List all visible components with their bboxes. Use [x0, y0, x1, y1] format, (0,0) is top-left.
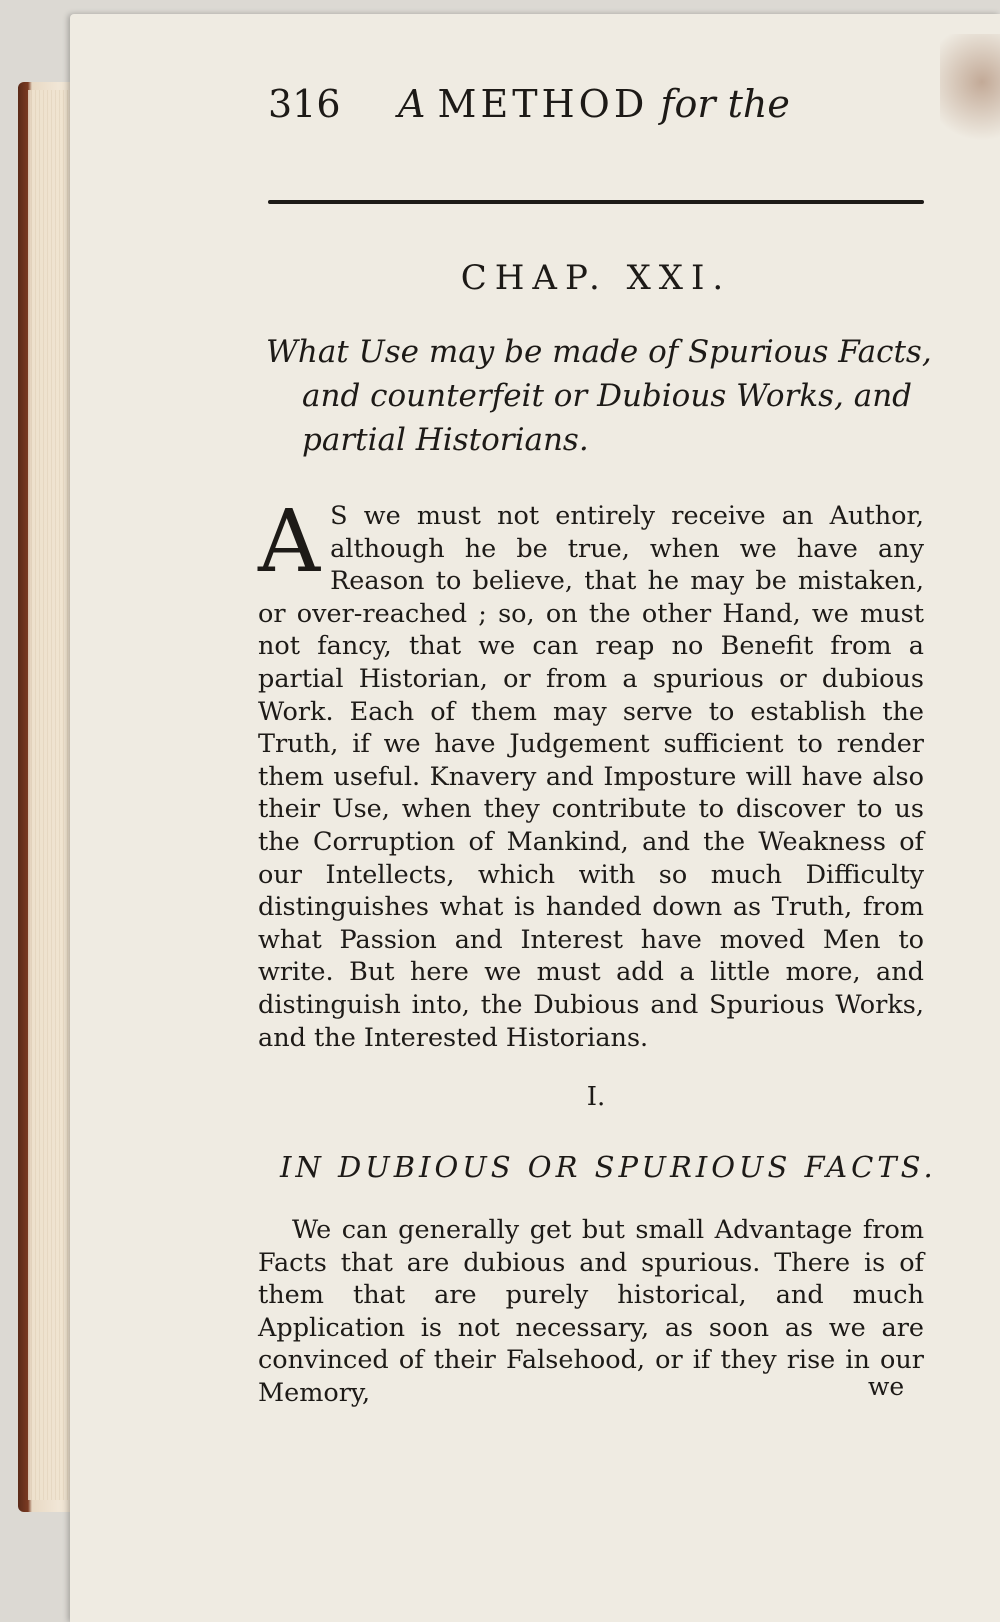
drop-cap: A — [258, 492, 321, 592]
chapter-subtitle — [266, 330, 936, 462]
chapter-heading: CHAP. XXI. — [460, 258, 732, 298]
subtitle-line-1: What Use may be made of Spurious Facts, — [266, 334, 932, 370]
running-title — [398, 82, 790, 126]
paragraph-1 — [258, 492, 924, 1054]
running-title-main: METHOD — [437, 82, 649, 126]
header-rule — [268, 200, 924, 204]
section-title: IN DUBIOUS OR SPURIOUS FACTS. — [280, 1150, 937, 1184]
paragraph-1-text: S we must not entirely receive an Author, although he be true, when we have any Reason to believe, that he may be mistaken, or over-reached ; so, on the other Hand, we must not fancy, that we can reap no Benefit from a partial Historian, or from a spurious or dubious Work. Each of them may serve to establish the Truth, if we have Judgement sufficient to render them useful. Knavery and Imposture will have also their Use, when they contribute to discover to us the Corruption of Mankind, and the Weakness of our Intellects, which with so much Difficulty distinguishes what is handed down as Truth, from what Passion and Interest have moved Men to write. But here we must add a little more, and distinguish into, the Dubious and Spurious Works, and the Interested Historians. — [258, 501, 924, 1053]
subtitle-line-3: partial Historians. — [302, 422, 589, 458]
running-title-lead: A — [398, 82, 426, 126]
page-number: 316 — [268, 82, 341, 126]
paragraph-2-text: We can generally get but small Advantage from Facts that are dubious and spurious. There is of them that are purely historical, and much Application is not necessary, as soon as we are convinced of their Falsehood, or if they rise in our Memory, — [258, 1215, 924, 1408]
catchword: we — [868, 1372, 905, 1401]
running-header — [268, 82, 828, 142]
running-title-tail: for the — [660, 82, 790, 126]
page-stain — [940, 34, 1000, 154]
subtitle-line-2: and counterfeit or Dubious Works, and — [302, 378, 913, 414]
paragraph-2 — [258, 1214, 924, 1410]
section-number: I. — [586, 1082, 606, 1112]
